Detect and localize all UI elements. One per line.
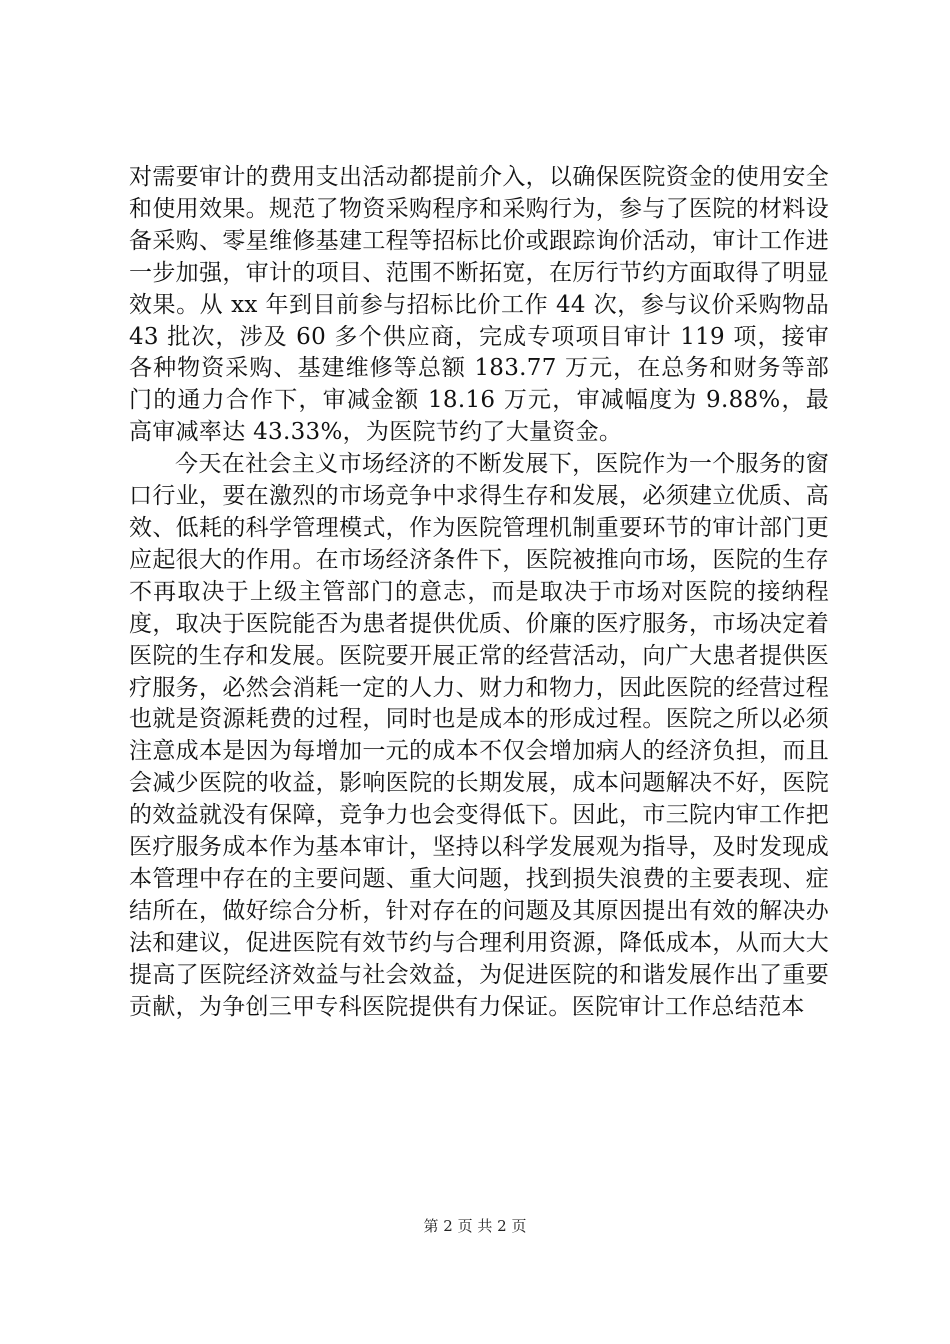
paragraph-audit-results: 对需要审计的费用支出活动都提前介入，以确保医院资金的使用安全和使用效果。规范了物资采购程序和采购行为，参与了医院的材料设备采购、零星维修基建工程等招标比价或跟踪询价活动，审计工作进一步加强，审计的项目、范围不断拓宽，在厉行节约方面取得了明显效果。从 xx 年到目前参与招标比价工作 44 次，参与议价采购物品 43 批次，涉及 60 多个供应商，完成专项项目审计 119 项，接审各种物资采购、基建维修等总额 183.77 万元，在总务和财务等部门的通力合作下，审减金额 18.16 万元，审减幅度为 9.88%，最高审减率达 43.33%，为医院节约了大量资金。 <box>129 164 829 446</box>
document-body <box>129 162 829 1023</box>
paragraph-cost-management: 今天在社会主义市场经济的不断发展下，医院作为一个服务的窗口行业，要在激烈的市场竞争中求得生存和发展，必须建立优质、高效、低耗的科学管理模式，作为医院管理机制重要环节的审计部门更应起很大的作用。在市场经济条件下，医院被推向市场，医院的生存不再取决于上级主管部门的意志，而是取决于市场对医院的接纳程度，取决于医院能否为患者提供优质、价廉的医疗服务，市场决定着医院的生存和发展。医院要开展正常的经营活动，向广大患者提供医疗服务，必然会消耗一定的人力、财力和物力，因此医院的经营过程也就是资源耗费的过程，同时也是成本的形成过程。医院之所以必须注意成本是因为每增加一元的成本不仅会增加病人的经济负担，而且会减少医院的收益，影响医院的长期发展，成本问题解决不好，医院的效益就没有保障，竞争力也会变得低下。因此，市三院内审工作把医疗服务成本作为基本审计，坚持以科学发展观为指导，及时发现成本管理中存在的主要问题、重大问题，找到损失浪费的主要表现、症结所在，做好综合分析，针对存在的问题及其原因提出有效的解决办法和建议，促进医院有效节约与合理利用资源，降低成本，从而大大提高了医院经济效益与社会效益，为促进医院的和谐发展作出了重要贡献，为争创三甲专科医院提供有力保证。医院审计工作总结范本 <box>129 451 829 1020</box>
page-number-footer: 第 2 页 共 2 页 <box>423 1217 527 1235</box>
